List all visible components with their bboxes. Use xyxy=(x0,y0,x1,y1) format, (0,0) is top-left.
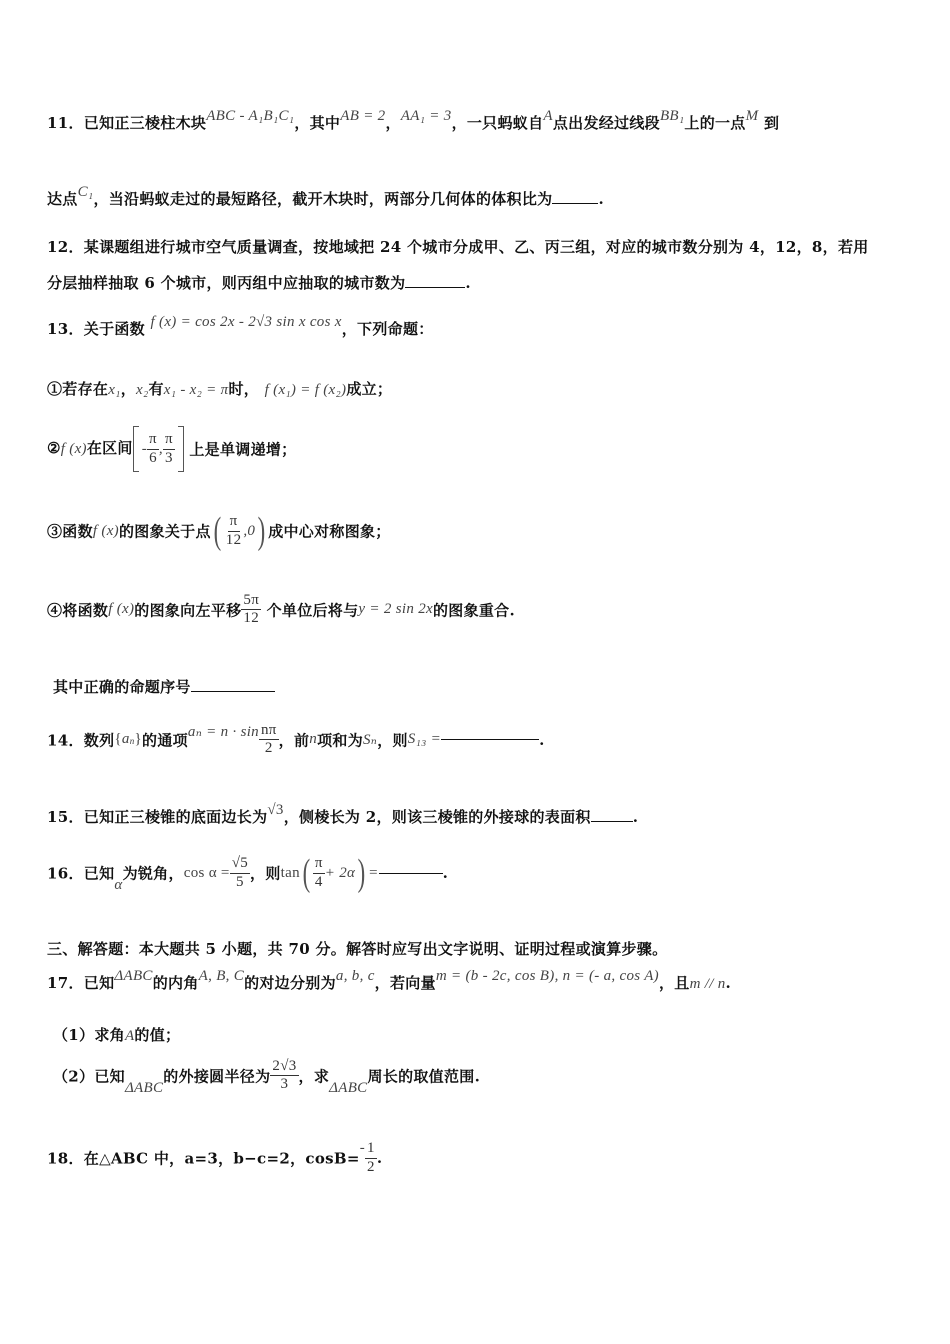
answer-blank xyxy=(191,691,275,692)
math-f: f (x) xyxy=(92,522,119,539)
left-paren: ( xyxy=(302,852,311,894)
fraction xyxy=(365,1140,377,1176)
q11-text: ，当沿蚂蚁走过的最短路径，截开木块时，两部分几何体的体积比为 xyxy=(93,190,553,208)
question-number: 13． xyxy=(47,320,84,338)
frac-num: 2√3 xyxy=(270,1058,298,1076)
q11-text: 上的一点 xyxy=(684,114,746,132)
math-equality: f (x₁) = f (x₂) xyxy=(264,382,347,398)
q13-text: 的图象重合. xyxy=(432,601,515,620)
brace-left: { xyxy=(114,731,122,748)
math-vectors: m = (b - 2c, cos B), n = (- a, cos A) xyxy=(435,968,659,984)
answer-blank xyxy=(591,821,633,822)
q13-prop-4 xyxy=(47,592,515,628)
fraction xyxy=(163,431,175,467)
math-eq: = xyxy=(368,864,379,881)
math-x2: x₂ xyxy=(136,382,149,398)
q13-text: 时， xyxy=(228,380,260,398)
math-f: f (x) xyxy=(60,441,87,457)
fraction xyxy=(259,722,279,758)
q11-text: ，一只蚂蚁自 xyxy=(451,114,544,132)
math-seq-sub: n xyxy=(129,735,135,746)
q18-text: . xyxy=(376,1149,383,1167)
math-triangle: ΔABC xyxy=(329,1079,368,1096)
math-sn: Sₙ xyxy=(363,732,378,749)
q17-text: 的外接圆半径为 xyxy=(163,1067,271,1086)
q13-text: 其中正确的命题序号 xyxy=(53,678,191,696)
q18-line xyxy=(47,1140,382,1176)
q14-line xyxy=(47,722,545,758)
frac-num: 1 xyxy=(365,1140,377,1158)
fraction xyxy=(270,1058,298,1094)
math-aa1: AA₁ = 3 xyxy=(400,108,452,124)
q11-text: ，其中 xyxy=(294,114,341,132)
q13-text: 成立； xyxy=(346,380,393,398)
frac-num: π xyxy=(163,431,175,449)
frac-num: π xyxy=(313,855,325,873)
math-triangle: ΔABC xyxy=(124,1079,164,1096)
math-x1: x₁ xyxy=(108,382,121,398)
fraction xyxy=(230,855,250,891)
q11-text: 点出发经过线段 xyxy=(552,114,660,132)
question-number: 16． xyxy=(47,864,84,883)
q11-text: . xyxy=(598,190,604,208)
q17-text: ，求 xyxy=(298,1067,330,1086)
q17-text: ，若向量 xyxy=(374,974,436,992)
math-c1: C₁ xyxy=(77,184,94,200)
question-number: 15． xyxy=(47,808,84,826)
q14-text: . xyxy=(539,730,545,749)
q13-text: ④将函数 xyxy=(47,601,109,620)
math-prism: ABC - A₁B₁C₁ xyxy=(206,108,295,124)
q13-text: 的图象关于点 xyxy=(118,522,211,541)
math-minus: - xyxy=(141,440,148,457)
answer-blank xyxy=(441,739,539,740)
q13-text: ③函数 xyxy=(47,522,93,541)
section-heading: 三、解答题：本大题共 5 小题，共 70 分。解答时应写出文字说明、证明过程或演算步骤。 xyxy=(47,940,668,958)
math-zero: ,0 xyxy=(243,522,256,539)
fraction xyxy=(224,513,244,549)
q13-answer xyxy=(53,676,275,697)
math-diff: x₁ - x₂ = π xyxy=(163,382,229,398)
q13-prop-1 xyxy=(47,378,392,399)
q12-text: 分层抽样抽取 6 个城市，则丙组中应抽取的城市数为 xyxy=(47,274,406,292)
q17-sub-1 xyxy=(53,1024,180,1045)
fraction xyxy=(147,431,159,467)
q17-text: . xyxy=(725,974,732,992)
question-number: 17． xyxy=(47,974,84,992)
math-seq: a xyxy=(121,731,130,748)
math-function: f (x) = cos 2x - 2√3 sin x cos x xyxy=(150,314,342,330)
brace-right: } xyxy=(134,731,143,748)
q15-text: 已知正三棱锥的底面边长为 xyxy=(83,808,268,826)
q14-text: 数列 xyxy=(83,731,115,750)
q15-text: ，侧棱长为 2，则该三棱锥的外接球的表面积 xyxy=(283,808,591,826)
frac-den: 12 xyxy=(225,531,242,548)
q13-text: 的图象向左平移 xyxy=(134,601,242,620)
math-plus: + 2α xyxy=(324,864,356,881)
question-number: 11． xyxy=(47,114,84,132)
q13-text: 成中心对称图象； xyxy=(268,522,391,541)
math-comma: , xyxy=(158,440,163,457)
answer-blank xyxy=(379,873,443,874)
q13-text: 有 xyxy=(148,380,164,398)
q11-line-2 xyxy=(47,184,604,209)
q17-text: 已知 xyxy=(83,974,115,992)
q13-prop-3 xyxy=(47,512,391,550)
q17-text: 的值； xyxy=(134,1026,181,1044)
q17-text: 的对边分别为 xyxy=(244,974,336,992)
q11-text: ， xyxy=(385,114,401,132)
q17-text: 的内角 xyxy=(152,974,199,992)
q17-sub-2 xyxy=(53,1058,480,1097)
q18-text: 18．在△ABC 中，a=3，b−c=2，cosB= xyxy=(47,1149,360,1168)
fraction xyxy=(241,592,261,628)
q11-text: 达点 xyxy=(47,190,78,208)
q16-text: . xyxy=(442,864,449,882)
q14-text: ，则 xyxy=(377,731,408,750)
q11-text: 已知正三棱柱木块 xyxy=(83,114,207,132)
frac-den: 5 xyxy=(235,873,244,890)
q11-line-1 xyxy=(47,108,780,133)
right-bracket xyxy=(178,426,184,472)
q17-text: ，且 xyxy=(658,974,690,992)
q13-text: ①若存在 xyxy=(47,380,109,398)
q16-line xyxy=(47,854,448,894)
q13-text: 在区间 xyxy=(86,439,133,457)
math-root: √3 xyxy=(267,802,284,818)
math-a: A xyxy=(124,1028,135,1044)
math-cos: cos α = xyxy=(183,864,230,881)
frac-den: 4 xyxy=(314,873,323,890)
q12-line-1: 12．某课题组进行城市空气质量调查，按地域把 24 个城市分成甲、乙、丙三组，对应的城市数分别为 4，12，8，若用 xyxy=(47,238,869,256)
frac-den: 2 xyxy=(367,1158,375,1175)
math-ab: AB = 2 xyxy=(340,108,386,124)
q12-line-2 xyxy=(47,272,471,293)
q16-text: 为锐角， xyxy=(122,864,184,883)
math-an: aₙ = n · sin xyxy=(187,723,259,740)
math-s13: S₁₃ = xyxy=(407,731,442,748)
q13-text: ② xyxy=(47,439,61,457)
answer-blank xyxy=(552,203,598,204)
frac-num: π xyxy=(228,513,240,531)
q16-text: ，则 xyxy=(250,864,281,883)
right-paren: ) xyxy=(357,852,366,894)
math-a: A xyxy=(543,108,553,124)
math-tan: tan xyxy=(280,864,300,881)
frac-num: 5π xyxy=(241,592,261,610)
frac-den: 6 xyxy=(149,449,157,466)
left-paren: ( xyxy=(213,510,222,552)
q11-text: 到 xyxy=(763,114,780,132)
q13-prop-2 xyxy=(47,426,296,472)
q14-text: 项和为 xyxy=(317,731,363,750)
frac-den: 3 xyxy=(165,449,173,466)
question-number: 14． xyxy=(47,731,84,750)
q15-line xyxy=(47,802,639,827)
frac-den: 3 xyxy=(280,1076,289,1093)
q14-text: ，前 xyxy=(278,731,310,750)
left-bracket xyxy=(133,426,139,472)
q16-text: 已知 xyxy=(83,864,115,883)
q13-text: 上是单调递增； xyxy=(189,440,297,459)
frac-den: 12 xyxy=(243,610,260,627)
frac-num: √5 xyxy=(230,855,250,873)
math-f: f (x) xyxy=(108,601,135,618)
math-n: n xyxy=(309,731,318,748)
frac-num: π xyxy=(147,431,159,449)
math-m: M xyxy=(745,108,759,124)
q17-text: （1）求角 xyxy=(53,1026,125,1044)
math-triangle: ΔABC xyxy=(114,968,153,984)
q13-text: 关于函数 xyxy=(83,320,145,338)
q13-text: 个单位后将与 xyxy=(266,601,359,620)
frac-den: 2 xyxy=(264,740,273,757)
math-minus: - xyxy=(359,1140,366,1156)
answer-blank xyxy=(405,287,465,288)
q13-text: ，下列命题： xyxy=(341,320,434,338)
math-sides: a, b, c xyxy=(335,968,375,984)
math-g: y = 2 sin 2x xyxy=(358,601,433,618)
math-alpha: α xyxy=(114,877,123,893)
q12-text: . xyxy=(465,274,471,292)
q17-line xyxy=(47,968,732,993)
q15-text: . xyxy=(632,808,639,826)
fraction xyxy=(313,855,325,891)
math-angles: A, B, C xyxy=(198,968,245,984)
q14-text: 的通项 xyxy=(142,731,188,750)
q17-text: （2）已知 xyxy=(53,1067,125,1086)
frac-num: nπ xyxy=(259,722,279,740)
q13-line-1 xyxy=(47,314,434,339)
math-parallel: m // n xyxy=(689,976,726,992)
q17-text: 周长的取值范围. xyxy=(367,1067,481,1086)
math-bb1: BB₁ xyxy=(659,108,685,124)
q13-text: ， xyxy=(120,380,136,398)
right-paren: ) xyxy=(257,510,266,552)
